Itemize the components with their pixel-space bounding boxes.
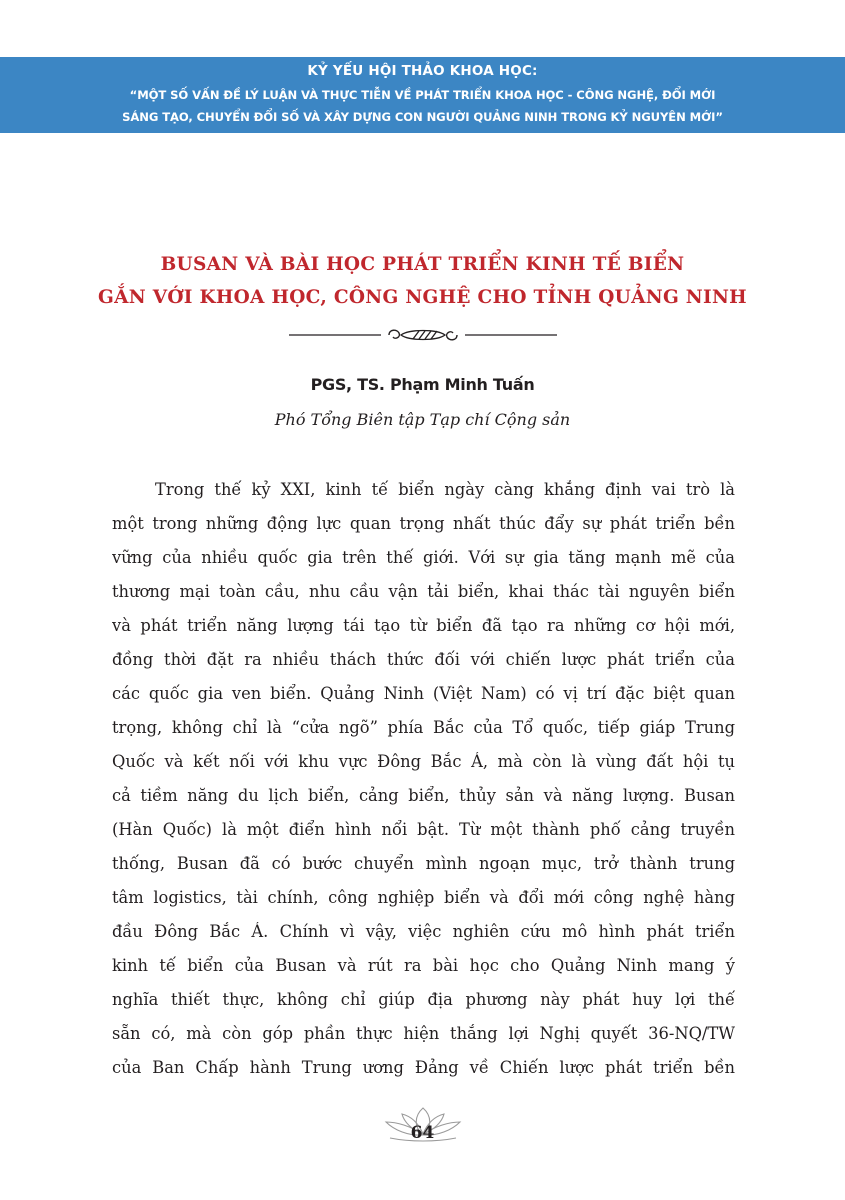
body-line: thương mại toàn cầu, nhu cầu vận tải biển, khai thác tài nguyên biển xyxy=(112,582,735,601)
body-line: Quốc và kết nối với khu vực Đông Bắc Á, mà còn là vùng đất hội tụ xyxy=(112,752,735,771)
body-line: đồng thời đặt ra nhiều thách thức đối với chiến lược phát triển của xyxy=(112,650,735,669)
body-line: tâm logistics, tài chính, công nghiệp biển và đổi mới công nghệ hàng xyxy=(112,888,735,907)
body-line: một trong những động lực quan trọng nhất thúc đẩy sự phát triển bền xyxy=(112,514,735,533)
article-title-line-2: GẮN VỚI KHOA HỌC, CÔNG NGHỆ CHO TỈNH QUẢNG NINH xyxy=(98,287,747,308)
article-title-line-1: BUSAN VÀ BÀI HỌC PHÁT TRIỂN KINH TẾ BIỂN xyxy=(160,254,685,275)
body-line: đầu Đông Bắc Á. Chính vì vậy, việc nghiên cứu mô hình phát triển xyxy=(112,922,735,941)
body-line: trọng, không chỉ là “cửa ngõ” phía Bắc của Tổ quốc, tiếp giáp Trung xyxy=(112,718,735,737)
body-line: của Ban Chấp hành Trung ương Đảng về Chiến lược phát triển bền xyxy=(112,1058,735,1077)
body-line: các quốc gia ven biển. Quảng Ninh (Việt Nam) có vị trí đặc biệt quan xyxy=(112,684,735,703)
author-affiliation: Phó Tổng Biên tập Tạp chí Cộng sản xyxy=(274,410,571,429)
proceedings-header-line-3: SÁNG TẠO, CHUYỂN ĐỔI SỐ VÀ XÂY DỰNG CON NGƯỜI QUẢNG NINH TRONG KỶ NGUYÊN MỚI” xyxy=(122,110,723,124)
body-line: Trong thế kỷ XXI, kinh tế biển ngày càng khẳng định vai trò là xyxy=(155,480,735,499)
proceedings-header-line-2: “MỘT SỐ VẤN ĐỀ LÝ LUẬN VÀ THỰC TIỄN VỀ PHÁT TRIỂN KHOA HỌC - CÔNG NGHỆ, ĐỔI MỚI xyxy=(129,88,716,102)
page-number: 64 xyxy=(410,1123,435,1143)
body-line: sẵn có, mà còn góp phần thực hiện thắng lợi Nghị quyết 36-NQ/TW xyxy=(112,1024,735,1043)
body-line: thống, Busan đã có bước chuyển mình ngoạn mục, trở thành trung xyxy=(112,854,735,873)
proceedings-header-line-1: KỶ YẾU HỘI THẢO KHOA HỌC: xyxy=(307,63,538,79)
body-line: (Hàn Quốc) là một điển hình nổi bật. Từ một thành phố cảng truyền xyxy=(112,820,735,839)
body-line: cả tiềm năng du lịch biển, cảng biển, thủy sản và năng lượng. Busan xyxy=(112,786,735,805)
title-divider-ornament xyxy=(289,326,557,344)
body-line: vững của nhiều quốc gia trên thế giới. Với sự gia tăng mạnh mẽ của xyxy=(112,548,735,567)
body-line: nghĩa thiết thực, không chỉ giúp địa phương này phát huy lợi thế xyxy=(112,990,735,1009)
body-line: và phát triển năng lượng tái tạo từ biển đã tạo ra những cơ hội mới, xyxy=(112,616,735,635)
body-line: kinh tế biển của Busan và rút ra bài học cho Quảng Ninh mang ý xyxy=(112,956,735,975)
proceedings-header-banner xyxy=(0,57,845,133)
author-name: PGS, TS. Phạm Minh Tuấn xyxy=(310,375,535,394)
